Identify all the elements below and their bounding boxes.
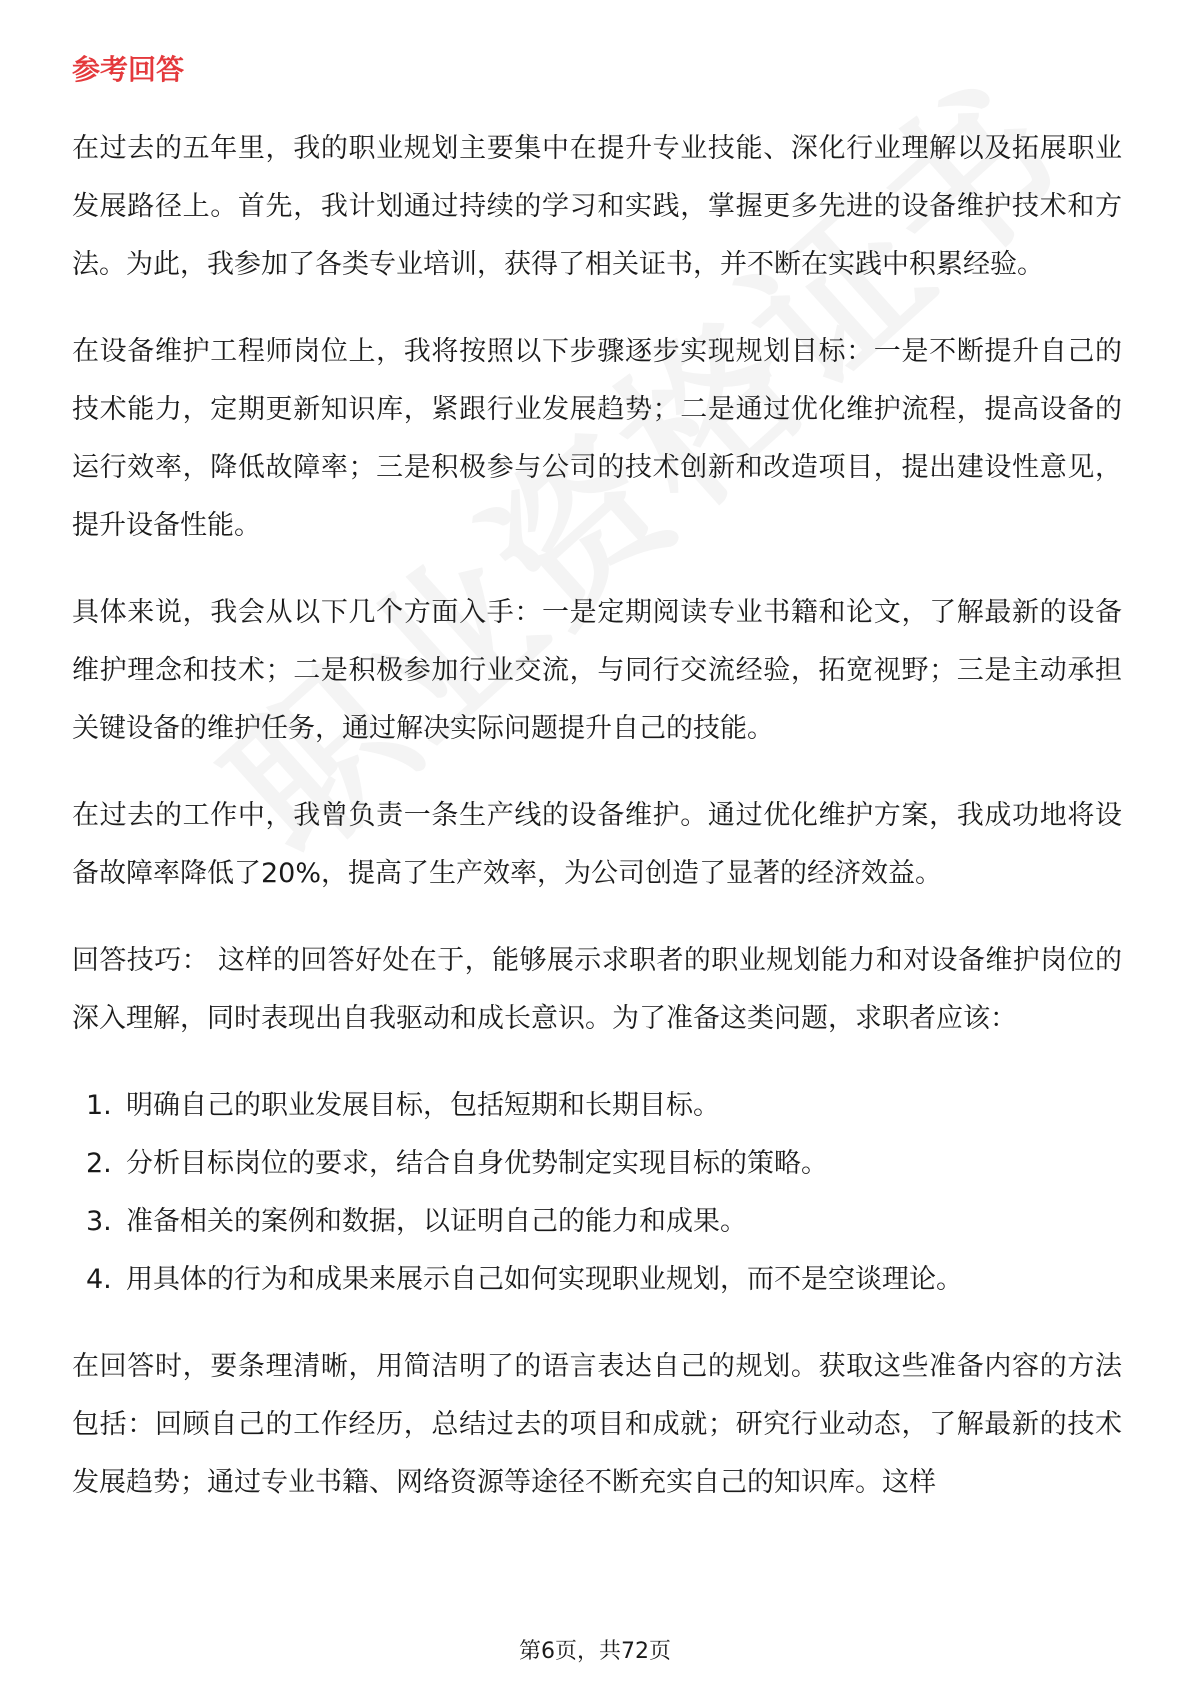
list-item-number: 2. xyxy=(86,1148,112,1179)
content-area xyxy=(72,50,1122,1541)
list-item-text: 用具体的行为和成果来展示自己如何实现职业规划，而不是空谈理论。 xyxy=(126,1264,963,1295)
list-item-number: 1. xyxy=(86,1090,112,1121)
paragraph-specifics: 具体来说，我会从以下几个方面入手：一是定期阅读专业书籍和论文，了解最新的设备维护理念和技术；二是积极参加行业交流，与同行交流经验，拓宽视野；三是主动承担关键设备的维护任务，通过解决实际问题提升自己的技能。 xyxy=(72,597,1122,744)
list-item-text: 准备相关的案例和数据，以证明自己的能力和成果。 xyxy=(126,1206,747,1237)
tips-list xyxy=(72,1077,1122,1309)
paragraph-steps: 在设备维护工程师岗位上，我将按照以下步骤逐步实现规划目标：一是不断提升自己的技术能力，定期更新知识库，紧跟行业发展趋势；二是通过优化维护流程，提高设备的运行效率，降低故障率；三是积极参与公司的技术创新和改造项目，提出建设性意见，提升设备性能。 xyxy=(72,336,1122,541)
list-item xyxy=(86,1193,1122,1251)
list-item xyxy=(86,1135,1122,1193)
paragraph-past-work: 在过去的工作中，我曾负责一条生产线的设备维护。通过优化维护方案，我成功地将设备故障率降低了20%，提高了生产效率，为公司创造了显著的经济效益。 xyxy=(72,800,1122,889)
list-item xyxy=(86,1251,1122,1309)
section-title: 参考回答 xyxy=(72,53,185,86)
list-item xyxy=(86,1077,1122,1135)
paragraph-bottom: 在回答时，要条理清晰，用简洁明了的语言表达自己的规划。获取这些准备内容的方法包括：回顾自己的工作经历，总结过去的项目和成就；研究行业动态，了解最新的技术发展趋势；通过专业书籍、网络资源等途径不断充实自己的知识库。这样 xyxy=(72,1351,1122,1498)
list-item-text: 明确自己的职业发展目标，包括短期和长期目标。 xyxy=(126,1090,720,1121)
paragraph-career-plan: 在过去的五年里，我的职业规划主要集中在提升专业技能、深化行业理解以及拓展职业发展路径上。首先，我计划通过持续的学习和实践，掌握更多先进的设备维护技术和方法。为此，我参加了各类专业培训，获得了相关证书，并不断在实践中积累经验。 xyxy=(72,133,1122,280)
list-item-number: 3. xyxy=(86,1206,112,1237)
page-footer: 第6页，共72页 xyxy=(519,1639,671,1664)
list-item-number: 4. xyxy=(86,1264,112,1295)
paragraph-answer-tips: 回答技巧： 这样的回答好处在于，能够展示求职者的职业规划能力和对设备维护岗位的深入理解，同时表现出自我驱动和成长意识。为了准备这类问题，求职者应该： xyxy=(72,945,1122,1034)
list-item-text: 分析目标岗位的要求，结合自身优势制定实现目标的策略。 xyxy=(126,1148,828,1179)
